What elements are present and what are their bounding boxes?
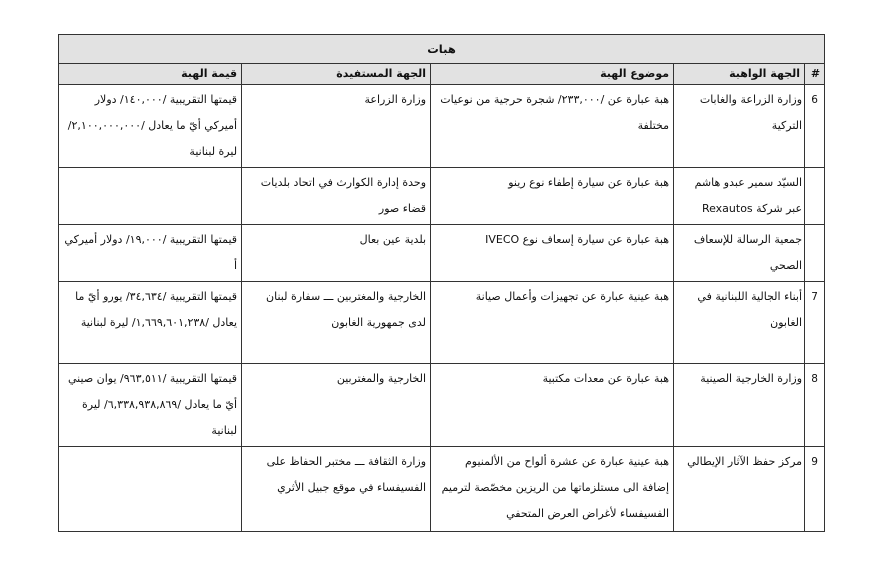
table-title: هبات <box>59 35 825 64</box>
row-num <box>805 225 825 282</box>
row-value: قيمتها التقريبية /٣٤,٦٣٤/ يورو أيّ ما يعادل /١,٦٦٩,٦٠١,٢٣٨/ ليرة لبنانية <box>59 282 242 364</box>
table-row <box>59 225 825 282</box>
row-num: 8 <box>805 364 825 447</box>
row-donor: أبناء الجالية اللبنانية في الغابون <box>674 282 805 364</box>
row-beneficiary: الخارجية والمغتربين <box>242 364 431 447</box>
table-row <box>59 168 825 225</box>
row-donor: السيّد سمير عبدو هاشم عبر شركة Rexautos <box>674 168 805 225</box>
row-value: قيمتها التقريبية /١٩,٠٠٠/ دولار أميركي أ <box>59 225 242 282</box>
table-row <box>59 364 825 447</box>
row-value <box>59 447 242 532</box>
header-num: # <box>805 64 825 85</box>
row-donor: مركز حفظ الآثار الإيطالي <box>674 447 805 532</box>
row-donor: وزارة الخارجية الصينية <box>674 364 805 447</box>
row-beneficiary: وزارة الثقافة ـــ مختبر الحفاظ على الفسيفساء في موقع جبيل الأثري <box>242 447 431 532</box>
row-value: قيمتها التقريبية /١٤٠,٠٠٠/ دولار أميركي أيّ ما يعادل /٢,١٠٠,٠٠٠,٠٠٠/ ليرة لبنانية <box>59 85 242 168</box>
row-num: 6 <box>805 85 825 168</box>
gifts-table <box>58 34 825 532</box>
row-beneficiary: الخارجية والمغتربين ـــ سفارة لبنان لدى جمهورية الغابون <box>242 282 431 364</box>
row-subject: هبة عبارة عن سيارة إطفاء نوع رينو <box>431 168 674 225</box>
table-row <box>59 447 825 532</box>
header-donor: الجهة الواهبة <box>674 64 805 85</box>
row-donor: وزارة الزراعة والغابات التركية <box>674 85 805 168</box>
row-subject: هبة عبارة عن سيارة إسعاف نوع IVECO <box>431 225 674 282</box>
row-num: 9 <box>805 447 825 532</box>
row-num: 7 <box>805 282 825 364</box>
header-value: قيمة الهبة <box>59 64 242 85</box>
row-value: قيمتها التقريبية /٩٦٣,٥١١/ يوان صيني أيّ ما يعادل /٦,٣٣٨,٩٣٨,٨٦٩/ ليرة لبنانية <box>59 364 242 447</box>
row-subject: هبة عبارة عن معدات مكتبية <box>431 364 674 447</box>
row-num <box>805 168 825 225</box>
header-subject: موضوع الهبة <box>431 64 674 85</box>
row-value <box>59 168 242 225</box>
header-beneficiary: الجهة المستفيدة <box>242 64 431 85</box>
row-subject: هبة عبارة عن /٢٣٣,٠٠٠/ شجرة حرجية من نوعيات مختلفة <box>431 85 674 168</box>
table-row <box>59 282 825 364</box>
row-donor: جمعية الرسالة للإسعاف الصحي <box>674 225 805 282</box>
row-subject: هبة عينية عبارة عن عشرة ألواح من الألمنيوم إضافة الى مستلزماتها من الريزين مخصّصة لترميم الفسيفساء لأغراض العرض المتحفي <box>431 447 674 532</box>
row-beneficiary: وحدة إدارة الكوارث في اتحاد بلديات قضاء صور <box>242 168 431 225</box>
table-header-row <box>59 64 825 85</box>
row-beneficiary: وزارة الزراعة <box>242 85 431 168</box>
row-subject: هبة عينية عبارة عن تجهيزات وأعمال صيانة <box>431 282 674 364</box>
table-row <box>59 85 825 168</box>
row-beneficiary: بلدية عين بعال <box>242 225 431 282</box>
